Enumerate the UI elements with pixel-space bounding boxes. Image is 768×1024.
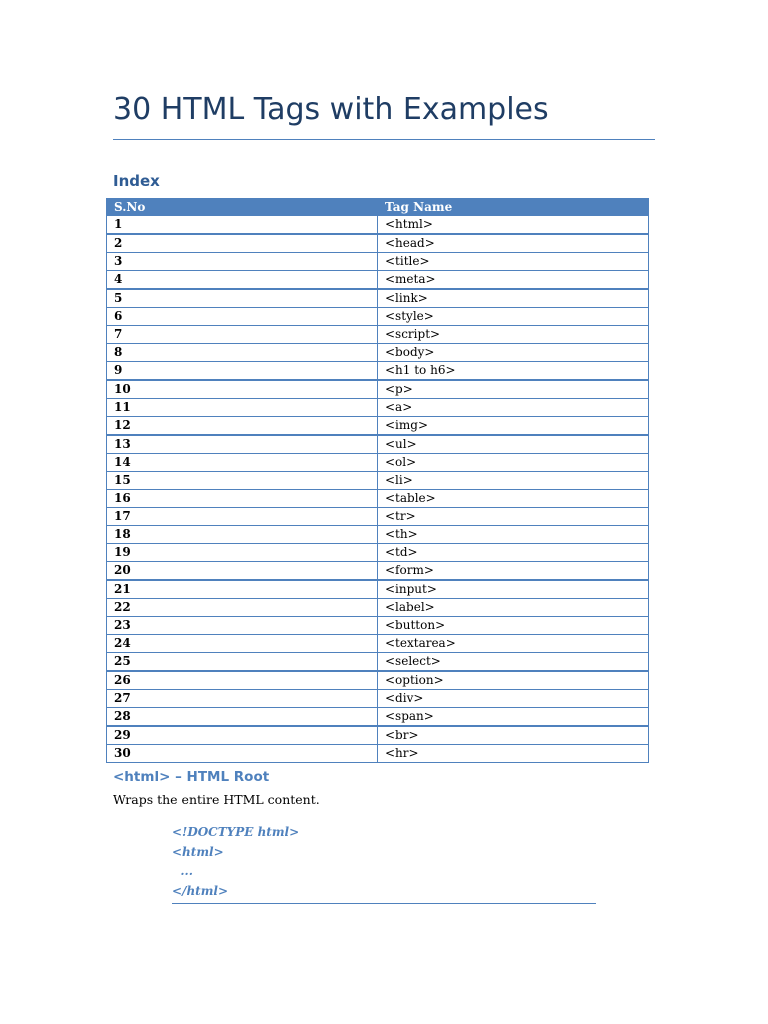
code-line: </html> xyxy=(172,883,229,898)
cell-tag-name: <hr> xyxy=(378,745,649,763)
cell-sno: 22 xyxy=(107,599,378,617)
index-heading: Index xyxy=(113,172,160,190)
table-row xyxy=(107,326,649,344)
table-row xyxy=(107,472,649,490)
cell-tag-name: <select> xyxy=(378,653,649,672)
cell-tag-name: <span> xyxy=(378,708,649,727)
cell-sno: 10 xyxy=(107,380,378,399)
cell-sno: 9 xyxy=(107,362,378,381)
table-row xyxy=(107,544,649,562)
cell-sno: 8 xyxy=(107,344,378,362)
table-row xyxy=(107,745,649,763)
table-row xyxy=(107,708,649,727)
index-table-body xyxy=(107,216,649,763)
code-line: <!DOCTYPE html> xyxy=(172,825,300,839)
cell-sno: 13 xyxy=(107,435,378,454)
header-tag-name: Tag Name xyxy=(378,199,649,216)
table-row xyxy=(107,690,649,708)
cell-sno: 1 xyxy=(107,216,378,235)
table-row xyxy=(107,399,649,417)
cell-tag-name: <script> xyxy=(378,326,649,344)
cell-tag-name: <div> xyxy=(378,690,649,708)
cell-sno: 14 xyxy=(107,454,378,472)
cell-sno: 7 xyxy=(107,326,378,344)
table-row xyxy=(107,580,649,599)
table-row xyxy=(107,671,649,690)
cell-tag-name: <head> xyxy=(378,234,649,253)
table-row xyxy=(107,289,649,308)
cell-tag-name: <body> xyxy=(378,344,649,362)
cell-tag-name: <link> xyxy=(378,289,649,308)
table-row xyxy=(107,308,649,326)
table-row xyxy=(107,653,649,672)
cell-tag-name: <img> xyxy=(378,417,649,436)
code-underline xyxy=(172,903,596,904)
table-row xyxy=(107,726,649,745)
cell-tag-name: <form> xyxy=(378,562,649,581)
table-row xyxy=(107,617,649,635)
table-row xyxy=(107,635,649,653)
cell-sno: 28 xyxy=(107,708,378,727)
table-row xyxy=(107,599,649,617)
cell-tag-name: <a> xyxy=(378,399,649,417)
section-description: Wraps the entire HTML content. xyxy=(113,792,320,807)
cell-sno: 30 xyxy=(107,745,378,763)
table-row xyxy=(107,490,649,508)
cell-tag-name: <html> xyxy=(378,216,649,235)
cell-sno: 27 xyxy=(107,690,378,708)
cell-sno: 16 xyxy=(107,490,378,508)
code-line: ... xyxy=(172,864,193,878)
cell-tag-name: <title> xyxy=(378,253,649,271)
header-sno: S.No xyxy=(107,199,378,216)
table-row xyxy=(107,562,649,581)
table-row xyxy=(107,417,649,436)
cell-sno: 18 xyxy=(107,526,378,544)
cell-sno: 5 xyxy=(107,289,378,308)
table-row xyxy=(107,253,649,271)
table-row xyxy=(107,454,649,472)
cell-sno: 20 xyxy=(107,562,378,581)
code-example xyxy=(172,823,299,901)
cell-sno: 6 xyxy=(107,308,378,326)
cell-sno: 15 xyxy=(107,472,378,490)
cell-sno: 29 xyxy=(107,726,378,745)
cell-tag-name: <input> xyxy=(378,580,649,599)
cell-sno: 17 xyxy=(107,508,378,526)
table-row xyxy=(107,380,649,399)
table-row xyxy=(107,508,649,526)
cell-sno: 19 xyxy=(107,544,378,562)
cell-tag-name: <meta> xyxy=(378,271,649,290)
cell-tag-name: <th> xyxy=(378,526,649,544)
section-heading: <html> – HTML Root xyxy=(113,769,270,785)
cell-tag-name: <textarea> xyxy=(378,635,649,653)
table-row xyxy=(107,526,649,544)
cell-tag-name: <li> xyxy=(378,472,649,490)
cell-sno: 21 xyxy=(107,580,378,599)
table-header-row xyxy=(107,199,649,216)
cell-sno: 26 xyxy=(107,671,378,690)
cell-sno: 12 xyxy=(107,417,378,436)
table-row xyxy=(107,234,649,253)
cell-sno: 23 xyxy=(107,617,378,635)
cell-sno: 24 xyxy=(107,635,378,653)
table-row xyxy=(107,344,649,362)
cell-sno: 25 xyxy=(107,653,378,672)
cell-tag-name: <h1 to h6> xyxy=(378,362,649,381)
cell-tag-name: <ul> xyxy=(378,435,649,454)
cell-tag-name: <table> xyxy=(378,490,649,508)
code-line: <html> xyxy=(172,844,224,859)
page-title: 30 HTML Tags with Examples xyxy=(113,92,549,127)
cell-tag-name: <ol> xyxy=(378,454,649,472)
cell-tag-name: <option> xyxy=(378,671,649,690)
cell-tag-name: <style> xyxy=(378,308,649,326)
cell-tag-name: <label> xyxy=(378,599,649,617)
cell-tag-name: <button> xyxy=(378,617,649,635)
index-table xyxy=(106,198,649,763)
table-row xyxy=(107,271,649,290)
cell-sno: 2 xyxy=(107,234,378,253)
cell-sno: 3 xyxy=(107,253,378,271)
cell-tag-name: <br> xyxy=(378,726,649,745)
cell-sno: 11 xyxy=(107,399,378,417)
cell-tag-name: <td> xyxy=(378,544,649,562)
title-underline xyxy=(113,139,655,140)
cell-tag-name: <p> xyxy=(378,380,649,399)
table-row xyxy=(107,216,649,235)
cell-sno: 4 xyxy=(107,271,378,290)
table-row xyxy=(107,362,649,381)
table-row xyxy=(107,435,649,454)
cell-tag-name: <tr> xyxy=(378,508,649,526)
